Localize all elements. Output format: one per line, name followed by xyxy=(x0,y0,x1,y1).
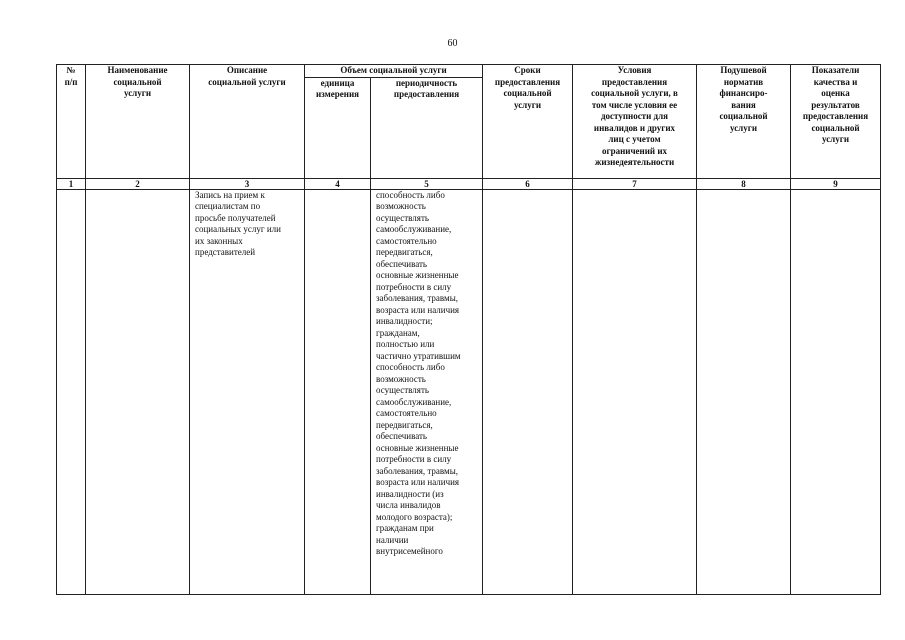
cell-number xyxy=(57,189,86,594)
column-number: 3 xyxy=(190,178,305,189)
cell-service-description: Запись на прием к специалистам по просьбе получателей социальных услуг или их законных представителей xyxy=(190,189,305,594)
header-service-description: Описание социальной услуги xyxy=(190,65,305,179)
header-number: № п/п xyxy=(57,65,86,179)
cell-quality-indicators xyxy=(791,189,881,594)
header-service-terms: Сроки предоставления социальной услуги xyxy=(483,65,573,179)
table-row xyxy=(57,189,881,594)
cell-unit-of-measure xyxy=(305,189,371,594)
column-number: 9 xyxy=(791,178,881,189)
column-number: 7 xyxy=(573,178,697,189)
column-number: 2 xyxy=(86,178,190,189)
header-unit-of-measure: единица измерения xyxy=(305,77,371,178)
column-number: 4 xyxy=(305,178,371,189)
column-number: 8 xyxy=(697,178,791,189)
cell-financing-norm xyxy=(697,189,791,594)
column-number: 5 xyxy=(371,178,483,189)
cell-service-name xyxy=(86,189,190,594)
header-financing-norm: Подушевой норматив финансиро- вания социальной услуги xyxy=(697,65,791,179)
column-number: 1 xyxy=(57,178,86,189)
cell-service-terms xyxy=(483,189,573,594)
header-service-name: Наименование социальной услуги xyxy=(86,65,190,179)
header-service-conditions: Условия предоставления социальной услуги, в том числе условия ее доступности для инвалидов и других лиц с учетом ограничений их жизнедеятельности xyxy=(573,65,697,179)
social-services-table xyxy=(56,64,881,595)
page-number: 60 xyxy=(447,38,458,49)
cell-frequency: способность либо возможность осуществлять самообслуживание, самостоятельно передвигаться, обеспечивать основные жизненные потребности в силу заболевания, травмы, возраста или наличия инвалидности; гражданам, полностью или частично утратившим способность либо возможность осуществлять самообслуживание, самостоятельно передвигаться, обеспечивать основные жизненные потребности в силу заболевания, травмы, возраста или наличия инвалидности (из числа инвалидов молодого возраста); гражданам при наличии внутрисемейного xyxy=(371,189,483,594)
header-quality-indicators: Показатели качества и оценка результатов предоставления социальной услуги xyxy=(791,65,881,179)
column-number: 6 xyxy=(483,178,573,189)
header-frequency: периодичность предоставления xyxy=(371,77,483,178)
header-service-volume: Объем социальной услуги xyxy=(305,65,483,78)
cell-service-conditions xyxy=(573,189,697,594)
